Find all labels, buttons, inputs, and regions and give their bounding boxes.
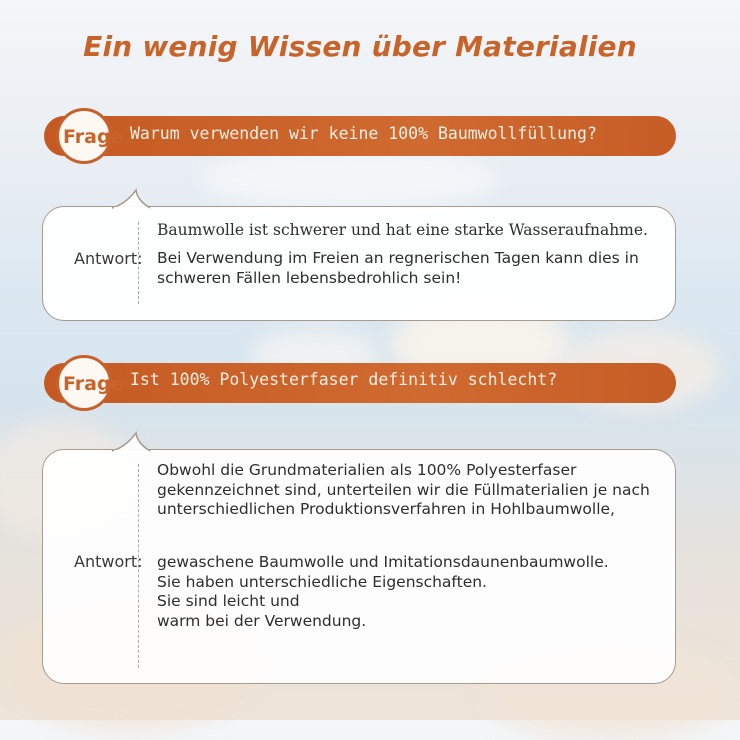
answer-label: Antwort: xyxy=(74,552,143,571)
question-badge-label: Frage xyxy=(63,126,124,148)
answer-line: warm bei der Verwendung. xyxy=(157,611,367,630)
question-text: Warum verwenden wir keine 100% Baumwollfüllung? xyxy=(130,124,597,143)
answer-line: Sie sind leicht und xyxy=(157,592,300,610)
answer-text xyxy=(157,461,650,520)
answer-text xyxy=(157,553,609,631)
answer-line: gewaschene Baumwolle und Imitationsdaunenbaumwolle. xyxy=(157,553,609,571)
answer-line: Obwohl die Grundmaterialien als 100% Polyesterfaser xyxy=(157,461,577,479)
answer-line: Sie haben unterschiedliche Eigenschaften. xyxy=(157,572,487,591)
answer-text xyxy=(157,249,639,288)
answer-line: Bei Verwendung im Freien an regnerischen Tagen kann dies in xyxy=(157,249,639,267)
answer-divider xyxy=(138,464,139,668)
answer-line: schweren Fällen lebensbedrohlich sein! xyxy=(157,268,462,287)
question-text: Ist 100% Polyesterfaser definitiv schlecht? xyxy=(130,370,558,389)
page-title: Ein wenig Wissen über Materialien xyxy=(83,30,637,63)
answer-label: Antwort: xyxy=(74,249,143,268)
question-badge xyxy=(56,108,124,164)
answer-line: unterschiedlichen Produktionsverfahren in Hohlbaumwolle, xyxy=(157,500,615,518)
background-cloud xyxy=(200,150,500,210)
answer-divider xyxy=(138,222,139,304)
question-badge xyxy=(56,355,124,411)
answer-line: gekennzeichnet sind, unterteilen wir die Füllmaterialien je nach xyxy=(157,480,650,499)
question-badge-label: Frage xyxy=(63,373,124,395)
answer-text: Baumwolle ist schwerer und hat eine starke Wasseraufnahme. xyxy=(157,221,648,239)
